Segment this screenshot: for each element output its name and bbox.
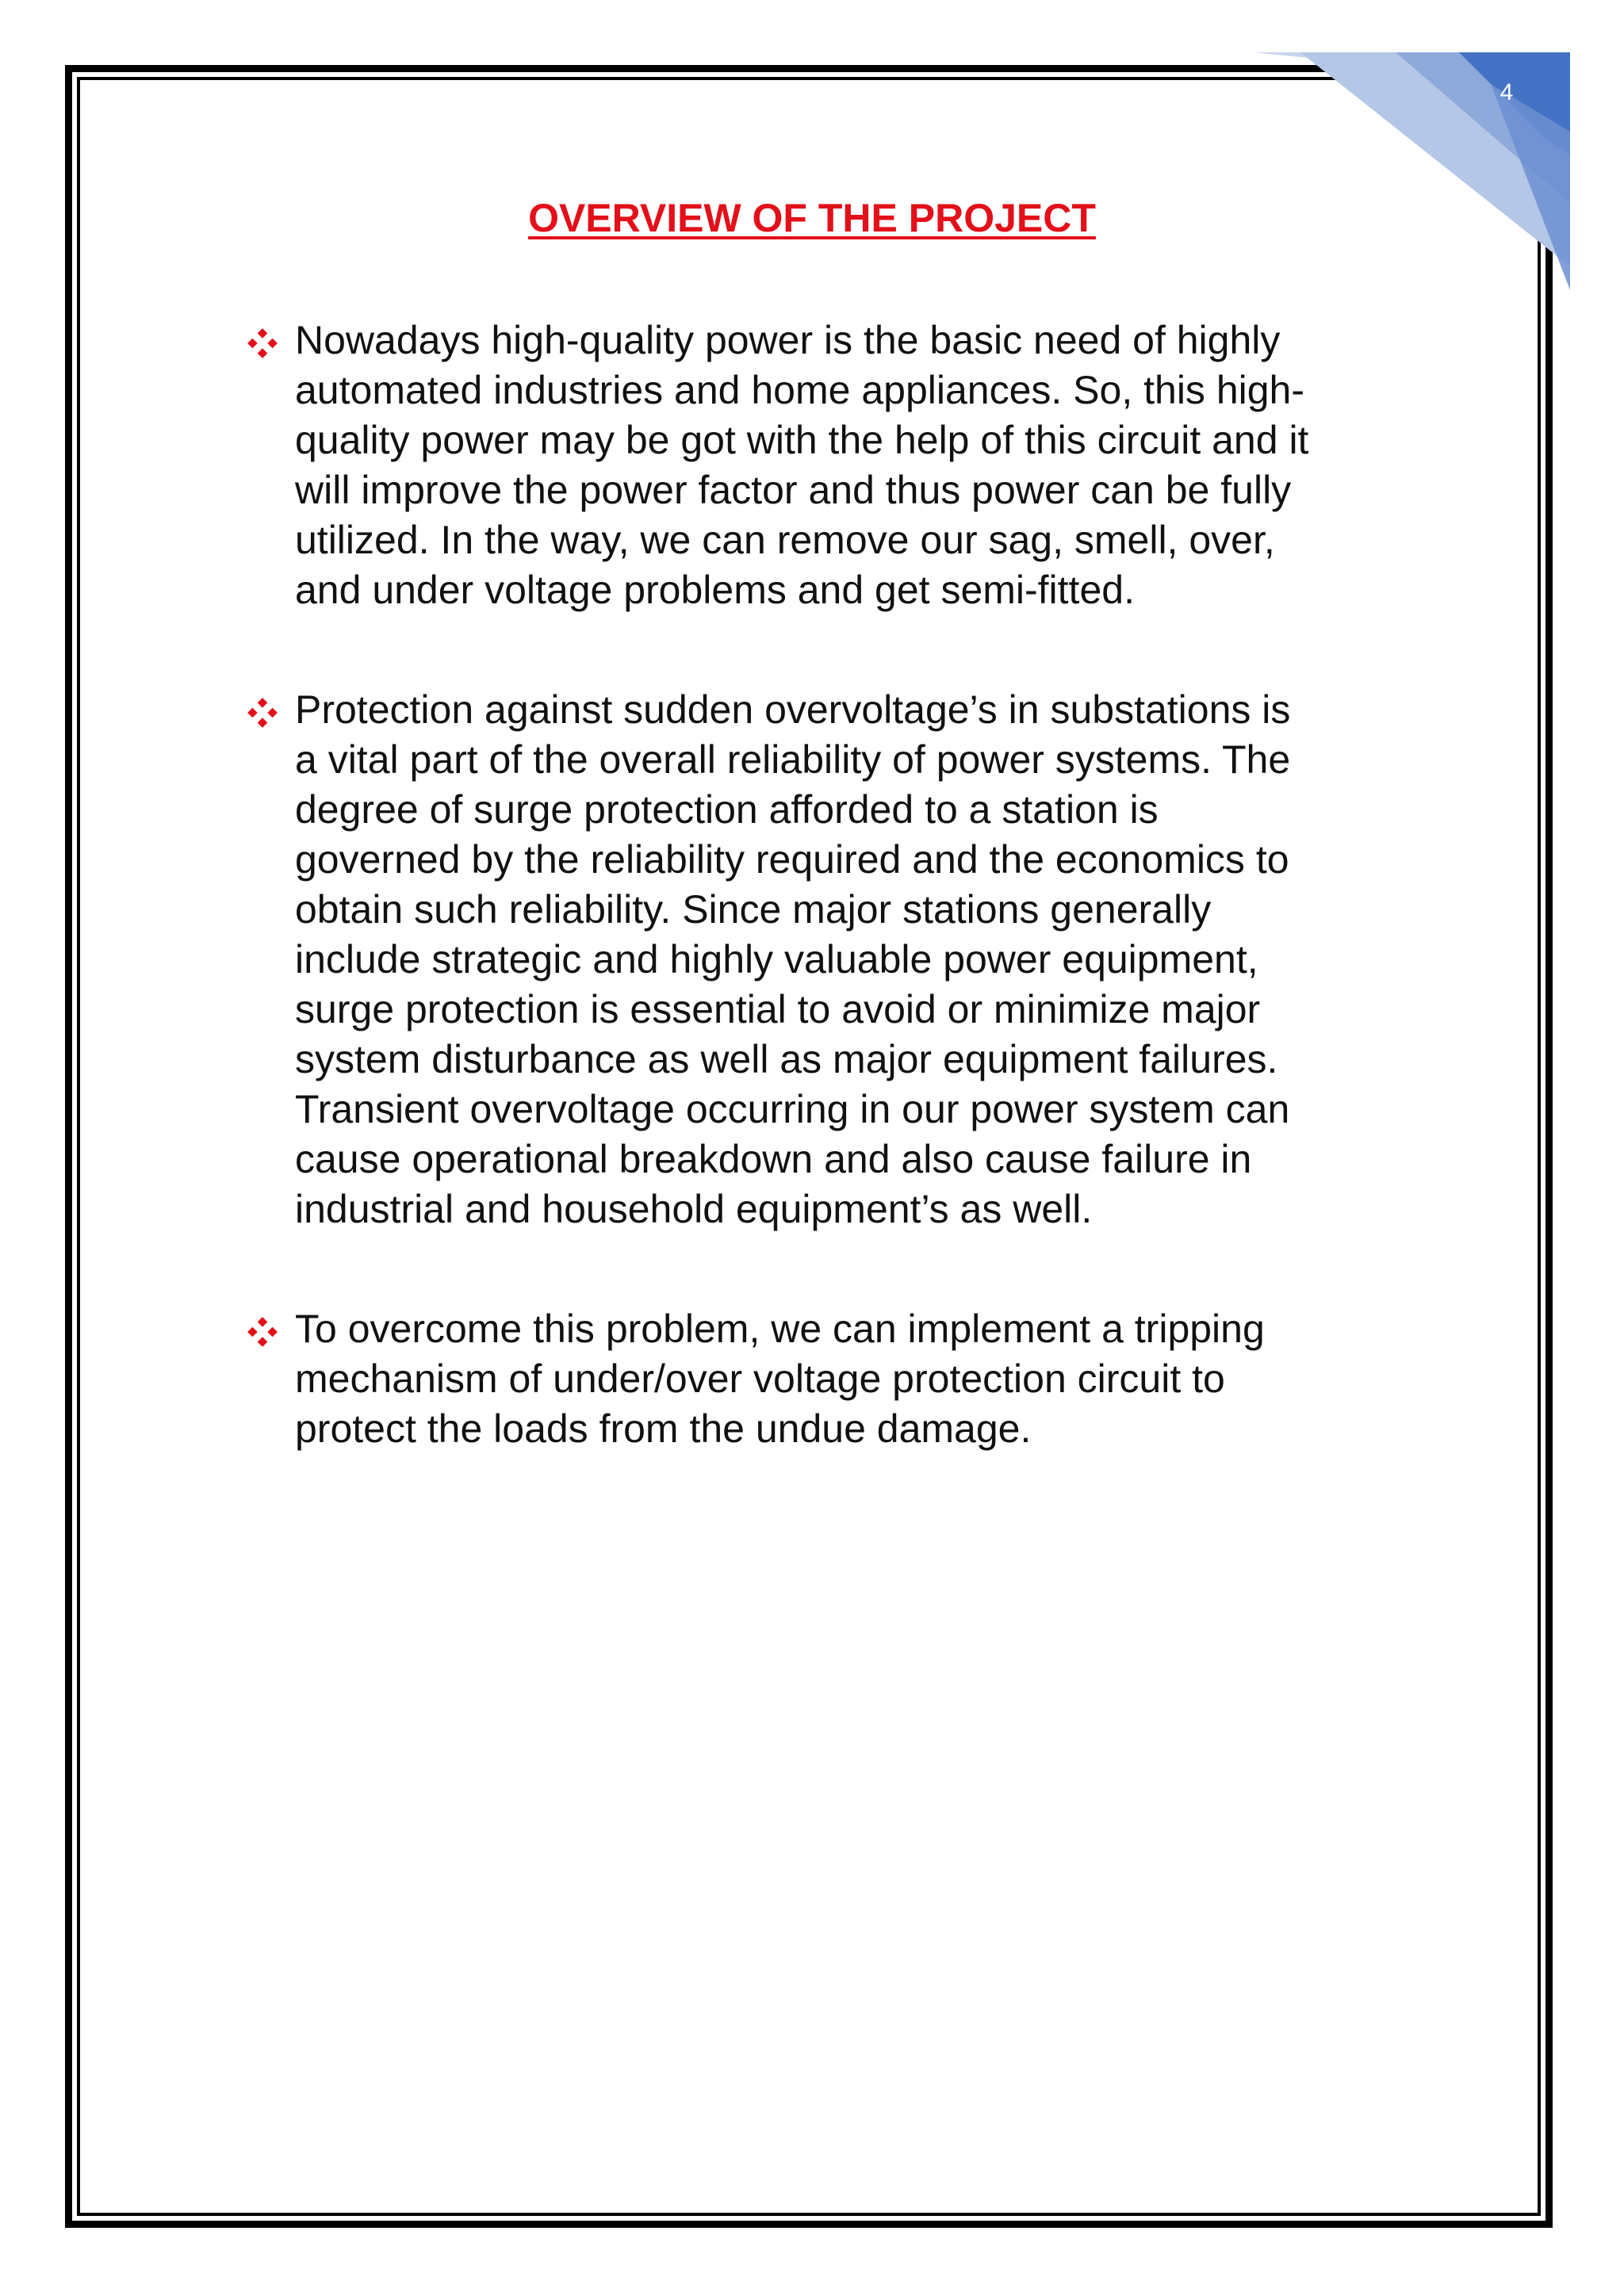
text-line: system disturbance as well as major equipment failures. (295, 1037, 1278, 1081)
diamond-four-star-icon (246, 327, 279, 360)
text-line: governed by the reliability required and the economics to (295, 837, 1289, 882)
text-line: surge protection is essential to avoid or minimize major (295, 987, 1261, 1031)
text-line: quality power may be got with the help of this circuit and it (295, 418, 1309, 462)
page-number: 4 (1500, 79, 1514, 105)
bullet-item (246, 1304, 1435, 1454)
bullet-list (246, 316, 1435, 1524)
bullet-text (295, 316, 1435, 615)
text-line: industrial and household equipment’s as well. (295, 1187, 1093, 1231)
text-line: Nowadays high-quality power is the basic need of highly (295, 318, 1281, 362)
text-line: To overcome this problem, we can implement a tripping (295, 1307, 1265, 1351)
bullet-item (246, 316, 1435, 615)
text-line: will improve the power factor and thus power can be fully (295, 468, 1292, 512)
text-line: Protection against sudden overvoltage’s in substations is (295, 687, 1291, 732)
text-line: Transient overvoltage occurring in our power system can (295, 1087, 1290, 1131)
section-title: OVERVIEW OF THE PROJECT (528, 196, 1096, 240)
diamond-four-star-icon (246, 696, 279, 729)
text-line: and under voltage problems and get semi-fitted. (295, 568, 1135, 612)
text-line: a vital part of the overall reliability of power systems. The (295, 737, 1291, 782)
bullet-item (246, 685, 1435, 1234)
text-line: obtain such reliability. Since major stations generally (295, 887, 1212, 932)
bullet-text (295, 1304, 1435, 1454)
bullet-text (295, 685, 1435, 1234)
text-line: protect the loads from the undue damage. (295, 1406, 1032, 1451)
text-line: include strategic and highly valuable power equipment, (295, 937, 1258, 982)
text-line: cause operational breakdown and also cause failure in (295, 1137, 1252, 1181)
text-line: utilized. In the way, we can remove our sag, smell, over, (295, 518, 1275, 562)
text-line: automated industries and home appliances. So, this high- (295, 368, 1304, 412)
text-line: mechanism of under/over voltage protection circuit to (295, 1357, 1225, 1401)
text-line: degree of surge protection afforded to a station is (295, 787, 1159, 832)
corner-triangle-decoration (1253, 52, 1570, 290)
diamond-four-star-icon (246, 1315, 279, 1349)
